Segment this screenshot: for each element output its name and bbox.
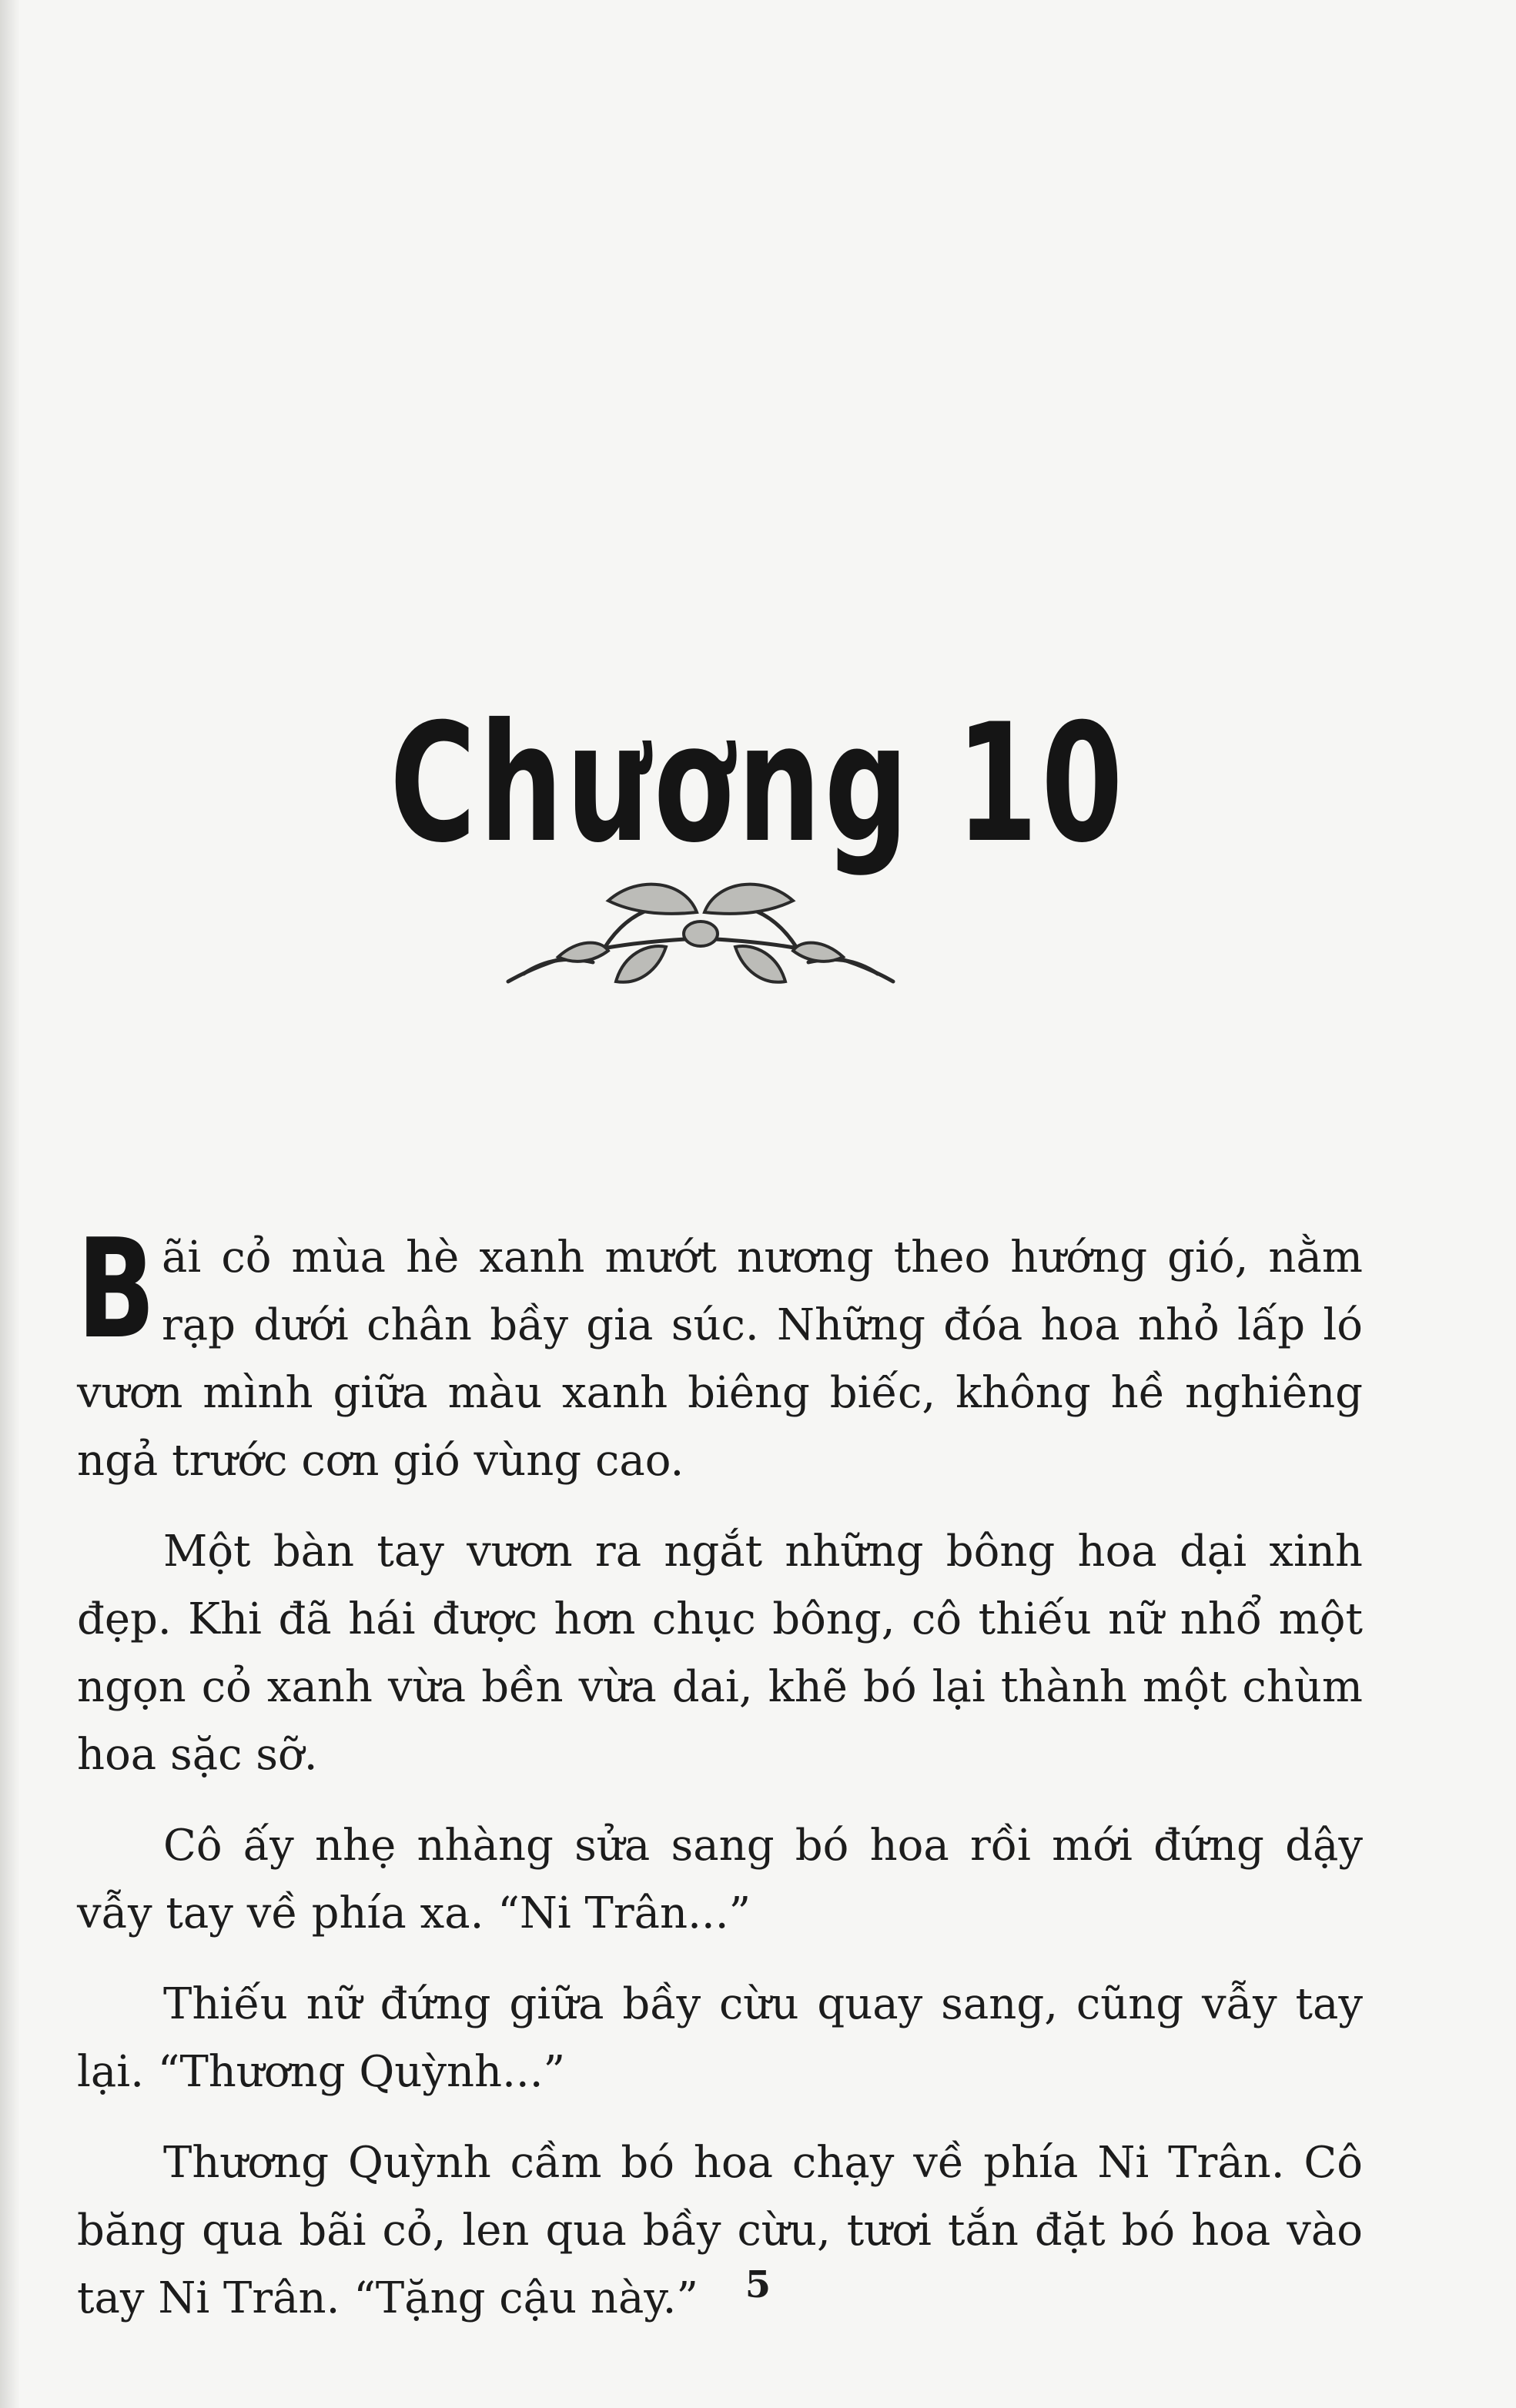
paragraph-1: Bãi cỏ mùa hè xanh mướt nương theo hướng gió, nằm rạp dưới chân bầy gia súc. Những đóa hoa nhỏ lấp ló vươn mình giữa màu xanh biêng biếc, không hề nghiêng ngả trước cơn gió vùng cao. xyxy=(77,1209,1363,1486)
chapter-body xyxy=(77,1209,1363,2356)
paragraph-3: Cô ấy nhẹ nhàng sửa sang bó hoa rồi mới đứng dậy vẫy tay về phía xa. “Ni Trân...” xyxy=(77,1821,1363,1938)
drop-cap: B xyxy=(77,1209,156,1369)
paragraph-4: Thiếu nữ đứng giữa bầy cừu quay sang, cũng vẫy tay lại. “Thương Quỳnh...” xyxy=(77,1979,1363,2097)
page-number: 5 xyxy=(745,2263,771,2306)
leaf-vine-ornament-icon xyxy=(493,866,909,1012)
paragraph-5: Thương Quỳnh cầm bó hoa chạy về phía Ni Trân. Cô băng qua bãi cỏ, len qua bầy cừu, tươi tắn đặt bó hoa vào tay Ni Trân. “Tặng cậu này.” xyxy=(77,2138,1363,2323)
page-binding-edge xyxy=(0,0,20,2408)
paragraph-2: Một bàn tay vươn ra ngắt những bông hoa dại xinh đẹp. Khi đã hái được hơn chục bông, cô thiếu nữ nhổ một ngọn cỏ xanh vừa bền vừa dai, khẽ bó lại thành một chùm hoa sặc sỡ. xyxy=(77,1527,1363,1780)
chapter-title: Chương 10 xyxy=(390,688,1126,879)
